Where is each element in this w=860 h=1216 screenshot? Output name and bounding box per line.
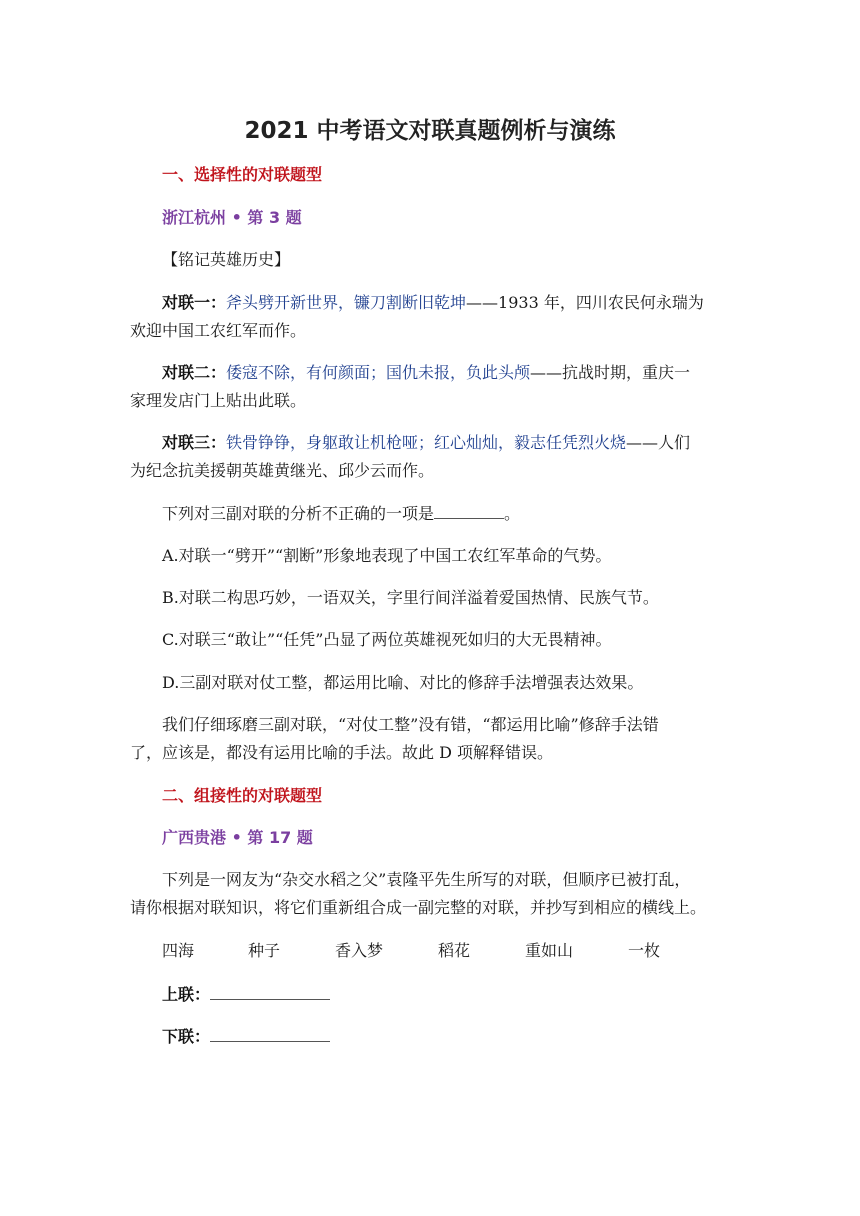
option-b: B.对联二构思巧妙，一语双关，字里行间洋溢着爱国热情、民族气节。 (162, 588, 659, 607)
section1-source: 浙江杭州 • 第 3 题 (162, 208, 302, 227)
explanation: 我们仔细琢磨三副对联，“对仗工整”没有错，“都运用比喻”修辞手法错 (162, 715, 659, 734)
question-end: 。 (504, 504, 521, 523)
word-6: 一枚 (628, 941, 661, 960)
answer-blank[interactable] (434, 502, 504, 519)
word-3: 香入梦 (335, 941, 384, 960)
option-d: D.三副对联对仗工整，都运用比喻、对比的修辞手法增强表达效果。 (162, 673, 644, 692)
couplet-3-label: 对联三： (162, 433, 227, 452)
lower-line (162, 1025, 732, 1048)
couplet-3-note-cont: 为纪念抗美援朝英雄黄继光、邱少云而作。 (130, 461, 435, 480)
couplet-1-note-cont: 欢迎中国工农红军而作。 (130, 321, 307, 340)
lower-answer-blank[interactable] (210, 1025, 330, 1042)
word-2: 种子 (248, 941, 281, 960)
page-title: 2021 中考语文对联真题例析与演练 (244, 118, 616, 144)
upper-line (162, 983, 732, 1006)
section2-heading: 二、组接性的对联题型 (162, 786, 323, 805)
section2-source: 广西贵港 • 第 17 题 (162, 828, 313, 847)
section1-heading: 一、选择性的对联题型 (162, 165, 323, 184)
couplet-3 (162, 432, 732, 454)
couplet-3-text: 铁骨铮铮，身躯敢让机枪哑；红心灿灿，毅志任凭烈火烧 (226, 433, 627, 452)
section2-prompt-cont: 请你根据对联知识，将它们重新组合成一副完整的对联，并抄写到相应的横线上。 (130, 898, 707, 917)
lower-label: 下联： (162, 1027, 211, 1046)
explanation-cont: 了，应该是，都没有运用比喻的手法。故此 D 项解释错误。 (130, 743, 554, 762)
couplet-1-text: 斧头劈开新世界，镰刀割断旧乾坤 (226, 293, 467, 312)
couplet-3-note: ——人们 (626, 433, 691, 452)
question (162, 502, 732, 525)
couplet-2-note-cont: 家理发店门上贴出此联。 (130, 391, 307, 410)
couplet-2-label: 对联二： (162, 363, 227, 382)
word-5: 重如山 (525, 941, 574, 960)
word-1: 四海 (162, 941, 195, 960)
couplet-2-note: ——抗战时期，重庆一 (530, 363, 691, 382)
option-c: C.对联三“敢让”“任凭”凸显了两位英雄视死如归的大无畏精神。 (162, 630, 612, 649)
couplet-1-note: ——1933 年，四川农民何永瑞为 (466, 293, 704, 312)
section1-topic: 【铭记英雄历史】 (162, 250, 291, 269)
couplet-2-text: 倭寇不除，有何颜面；国仇未报，负此头颅 (226, 363, 531, 382)
word-4: 稻花 (438, 941, 471, 960)
section2-prompt: 下列是一网友为“杂交水稻之父”袁隆平先生所写的对联，但顺序已被打乱， (162, 870, 691, 889)
couplet-1 (162, 292, 732, 314)
couplet-1-label: 对联一： (162, 293, 227, 312)
upper-answer-blank[interactable] (210, 983, 330, 1000)
upper-label: 上联： (162, 985, 211, 1004)
option-a: A.对联一“劈开”“割断”形象地表现了中国工农红军革命的气势。 (162, 546, 612, 565)
question-text: 下列对三副对联的分析不正确的一项是 (162, 504, 435, 523)
couplet-2 (162, 362, 732, 384)
